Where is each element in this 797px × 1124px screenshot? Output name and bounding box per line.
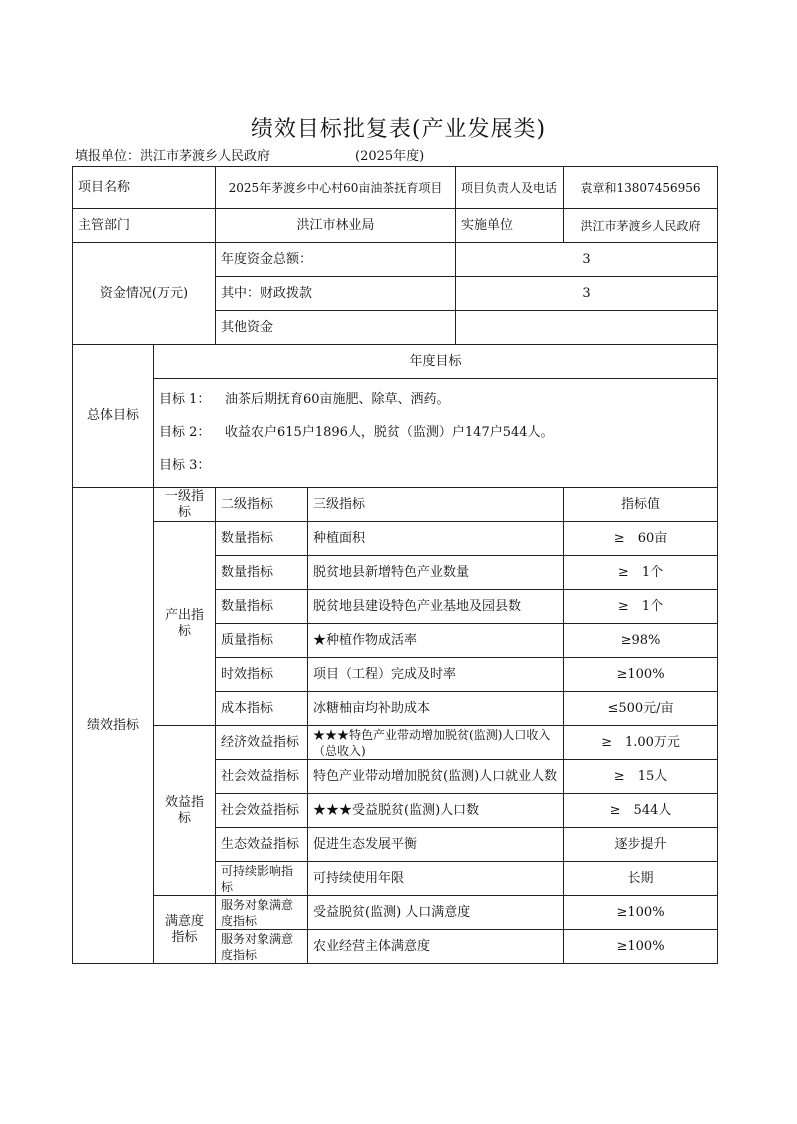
funds-fiscal-value: 3 [456,277,718,311]
level2-cell: 数量指标 [216,590,308,624]
report-year: (2025年度) [355,149,425,164]
indicator-row [73,726,718,760]
value-cell: ≥98% [564,624,718,658]
value-cell: ≥ 544人 [564,794,718,828]
group-satisfaction: 满意度指标 [154,896,216,964]
group-output: 产出指标 [154,522,216,726]
goal-text: 收益农户615户1896人，脱贫（监测）户147户544人。 [225,425,554,440]
level3-cell: 受益脱贫(监测) 人口满意度 [308,896,564,930]
overall-goal-label: 总体目标 [73,345,154,488]
page-title: 绩效目标批复表(产业发展类) [250,117,547,142]
value-cell: ≥ 15人 [564,760,718,794]
level3-cell: 冰糖柚亩均补助成本 [308,692,564,726]
project-name-label: 项目名称 [73,167,216,209]
dept-value: 洪江市林业局 [216,209,456,243]
dept-label: 主管部门 [73,209,216,243]
header-level2: 二级指标 [216,488,308,522]
indicator-header-row [73,488,718,522]
goal-label: 目标 1： [159,392,211,407]
level2-cell: 数量指标 [216,522,308,556]
header-value: 指标值 [564,488,718,522]
project-contact-label: 项目负责人及电话 [456,167,564,209]
goal-label: 目标 3： [159,458,211,473]
value-cell: ≥ 1个 [564,590,718,624]
level3-cell: 农业经营主体满意度 [308,930,564,964]
funds-total-row [73,243,718,277]
level3-cell: ★种植作物成活率 [308,624,564,658]
level2-cell: 数量指标 [216,556,308,590]
level2-cell: 可持续影响指标 [216,862,308,896]
level3-cell: 特色产业带动增加脱贫(监测)人口就业人数 [308,760,564,794]
value-cell: ≥ 1个 [564,556,718,590]
level2-cell: 质量指标 [216,624,308,658]
indicator-row [73,896,718,930]
funds-label: 资金情况(万元) [73,243,216,345]
value-cell: ≥ 60亩 [564,522,718,556]
funds-fiscal-label: 其中：财政拨款 [216,277,456,311]
level3-cell: ★★★受益脱贫(监测)人口数 [308,794,564,828]
level3-cell: ★★★特色产业带动增加脱贫(监测)人口收入（总收入) [308,726,564,760]
value-cell: ≤500元/亩 [564,692,718,726]
project-name-row [73,167,718,209]
impl-label: 实施单位 [456,209,564,243]
level2-cell: 服务对象满意度指标 [216,896,308,930]
goal-text: 油茶后期抚育60亩施肥、除草、洒药。 [225,392,450,407]
reporting-unit: 填报单位：洪江市茅渡乡人民政府 [75,149,271,164]
level2-cell: 成本指标 [216,692,308,726]
level3-cell: 脱贫地县新增特色产业数量 [308,556,564,590]
goal-item [159,449,712,482]
level3-cell: 促进生态发展平衡 [308,828,564,862]
value-cell: ≥100% [564,658,718,692]
level3-cell: 脱贫地县建设特色产业基地及园县数 [308,590,564,624]
annual-goals-row [73,379,718,488]
performance-target-table [72,166,718,964]
level3-cell: 种植面积 [308,522,564,556]
impl-value: 洪江市茅渡乡人民政府 [564,209,718,243]
funds-total-label: 年度资金总额： [216,243,456,277]
value-cell: 逐步提升 [564,828,718,862]
header-level3: 三级指标 [308,488,564,522]
level2-cell: 服务对象满意度指标 [216,930,308,964]
level2-cell: 时效指标 [216,658,308,692]
level3-cell: 项目（工程）完成及时率 [308,658,564,692]
performance-label: 绩效指标 [73,488,154,964]
report-header [75,145,425,164]
funds-other-value [456,311,718,345]
project-name-value: 2025年茅渡乡中心村60亩油茶抚育项目 [216,167,456,209]
level2-cell: 社会效益指标 [216,760,308,794]
project-contact-value: 袁章和13807456956 [564,167,718,209]
funds-other-label: 其他资金 [216,311,456,345]
annual-goal-header-row [73,345,718,379]
goal-item [159,416,712,449]
dept-row [73,209,718,243]
goal-label: 目标 2： [159,425,211,440]
level2-cell: 社会效益指标 [216,794,308,828]
value-cell: ≥ 1.00万元 [564,726,718,760]
header-level1: 一级指标 [154,488,216,522]
goal-item [159,383,712,416]
funds-total-value: 3 [456,243,718,277]
level2-cell: 生态效益指标 [216,828,308,862]
indicator-row [73,522,718,556]
value-cell: ≥100% [564,896,718,930]
annual-goal-header: 年度目标 [154,345,718,379]
level2-cell: 经济效益指标 [216,726,308,760]
annual-goals [154,379,718,488]
value-cell: 长期 [564,862,718,896]
group-benefit: 效益指标 [154,726,216,896]
value-cell: ≥100% [564,930,718,964]
level3-cell: 可持续使用年限 [308,862,564,896]
